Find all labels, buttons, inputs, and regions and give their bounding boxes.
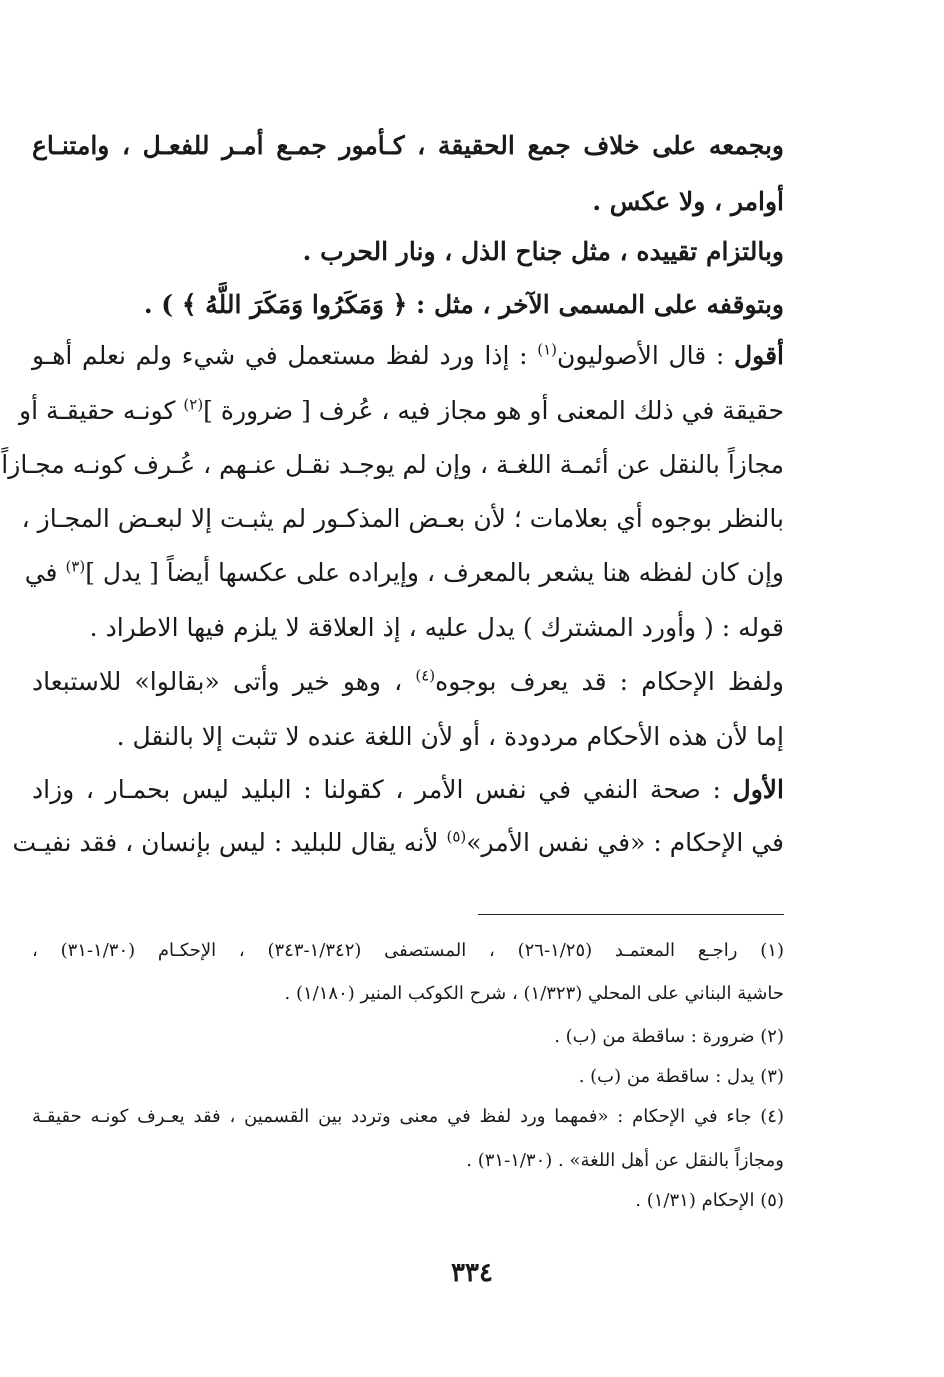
footnote-line: (٥) الإحكام (١/٣١) . [635, 1190, 784, 1211]
main-text-line: ولفظ الإحكام : قد يعرف بوجوه$^{(٤)}$ ، وهو خير وأتى «بقالوا» للاستبعاد [32, 666, 784, 696]
main-text-line: قوله : ( وأورد المشترك ) يدل عليه ، إذ العلاقة لا يلزم فيها الاطراد . [89, 613, 784, 642]
footnote-line: حاشية البناني على المحلي (١/٣٢٣) ، شرح الكوكب المنير (١/١٨٠) . [284, 983, 784, 1004]
footnote-marker: (٣) [65, 557, 86, 576]
paragraph-lead: الأول [732, 775, 784, 804]
main-text-line: الأول : صحة النفي في نفس الأمر ، كقولنا : البليد ليس بحمـار ، وزاد [32, 775, 784, 804]
main-text-line: إما لأن هذه الأحكام مردودة ، أو لأن اللغة عنده لا تثبت إلا بالنقل . [116, 722, 784, 751]
footnote-line: ومجازاً بالنقل عن أهل اللغة» . (١/٣٠-٣١) . [466, 1150, 784, 1171]
footnote-marker: (٤) [415, 666, 436, 685]
paragraph-lead: أقول [734, 341, 784, 370]
footnote-line: (٢) ضرورة : ساقطة من (ب) . [554, 1026, 784, 1047]
main-text-line: وبالتزام تقييده ، مثل جناح الذل ، ونار الحرب . [302, 237, 784, 266]
footnote-marker: (٥) [446, 827, 467, 846]
main-text-line: أقول : قال الأصوليون$^{(١)}$ : إذا ورد لفظ مستعمل في شيء ولم نعلم أهـو [32, 340, 784, 370]
footnote-marker: (٢) [183, 395, 204, 414]
main-text-line: بالنظر بوجوه أي بعلامات ؛ لأن بعـض المذكـور لم يثبـت إلا لبعـض المجـاز ، [21, 504, 784, 533]
main-text-line: مجازاً بالنقل عن أئمـة اللغـة ، وإن لم يوجـد نقـل عنـهم ، عُـرف كونـه مجـازاً [1, 450, 784, 479]
footnote-separator [478, 914, 784, 915]
footnote-line: (٣) يدل : ساقطة من (ب) . [578, 1066, 784, 1087]
page-number: ٣٣٤ [451, 1258, 493, 1288]
main-text-line: في الإحكام : «في نفس الأمر»$^{(٥)}$ لأنه يقال للبليد : ليس بإنسان ، فقد نفيـت [12, 827, 784, 857]
main-text-line: حقيقة في ذلك المعنى أو هو مجاز فيه ، عُرف [ ضرورة ]$^{(٢)}$ كونـه حقيقـة أو [19, 395, 784, 425]
main-text-line: وبتوقفه على المسمى الآخر ، مثل : ﴿ وَمَكَرُوا وَمَكَرَ اللَّهُ ﴾ ) . [143, 290, 784, 319]
main-text-line: أوامر ، ولا عكس . [592, 187, 784, 216]
footnote-marker: (١) [537, 340, 558, 359]
main-text-line: وإن كان لفظه هنا يشعر بالمعرف ، وإيراده على عكسها أيضاً [ يدل ]$^{(٣)}$ في [24, 557, 784, 587]
footnote-line: (٤) جاء في الإحكام : «فمهما ورد لفظ في معنى وتردد بين القسمين ، فقد يعـرف كونـه حقيقـة [32, 1106, 784, 1127]
footnote-line: (١) راجـع المعتمـد (١/٢٥-٢٦) ، المستصفى (١/٣٤٢-٣٤٣) ، الإحكـام (١/٣٠-٣١) ، [32, 940, 784, 961]
main-text-line: وبجمعه على خلاف جمع الحقيقة ، كـأمور جمـع أمـر للفعـل ، وامتنـاع [32, 131, 784, 160]
